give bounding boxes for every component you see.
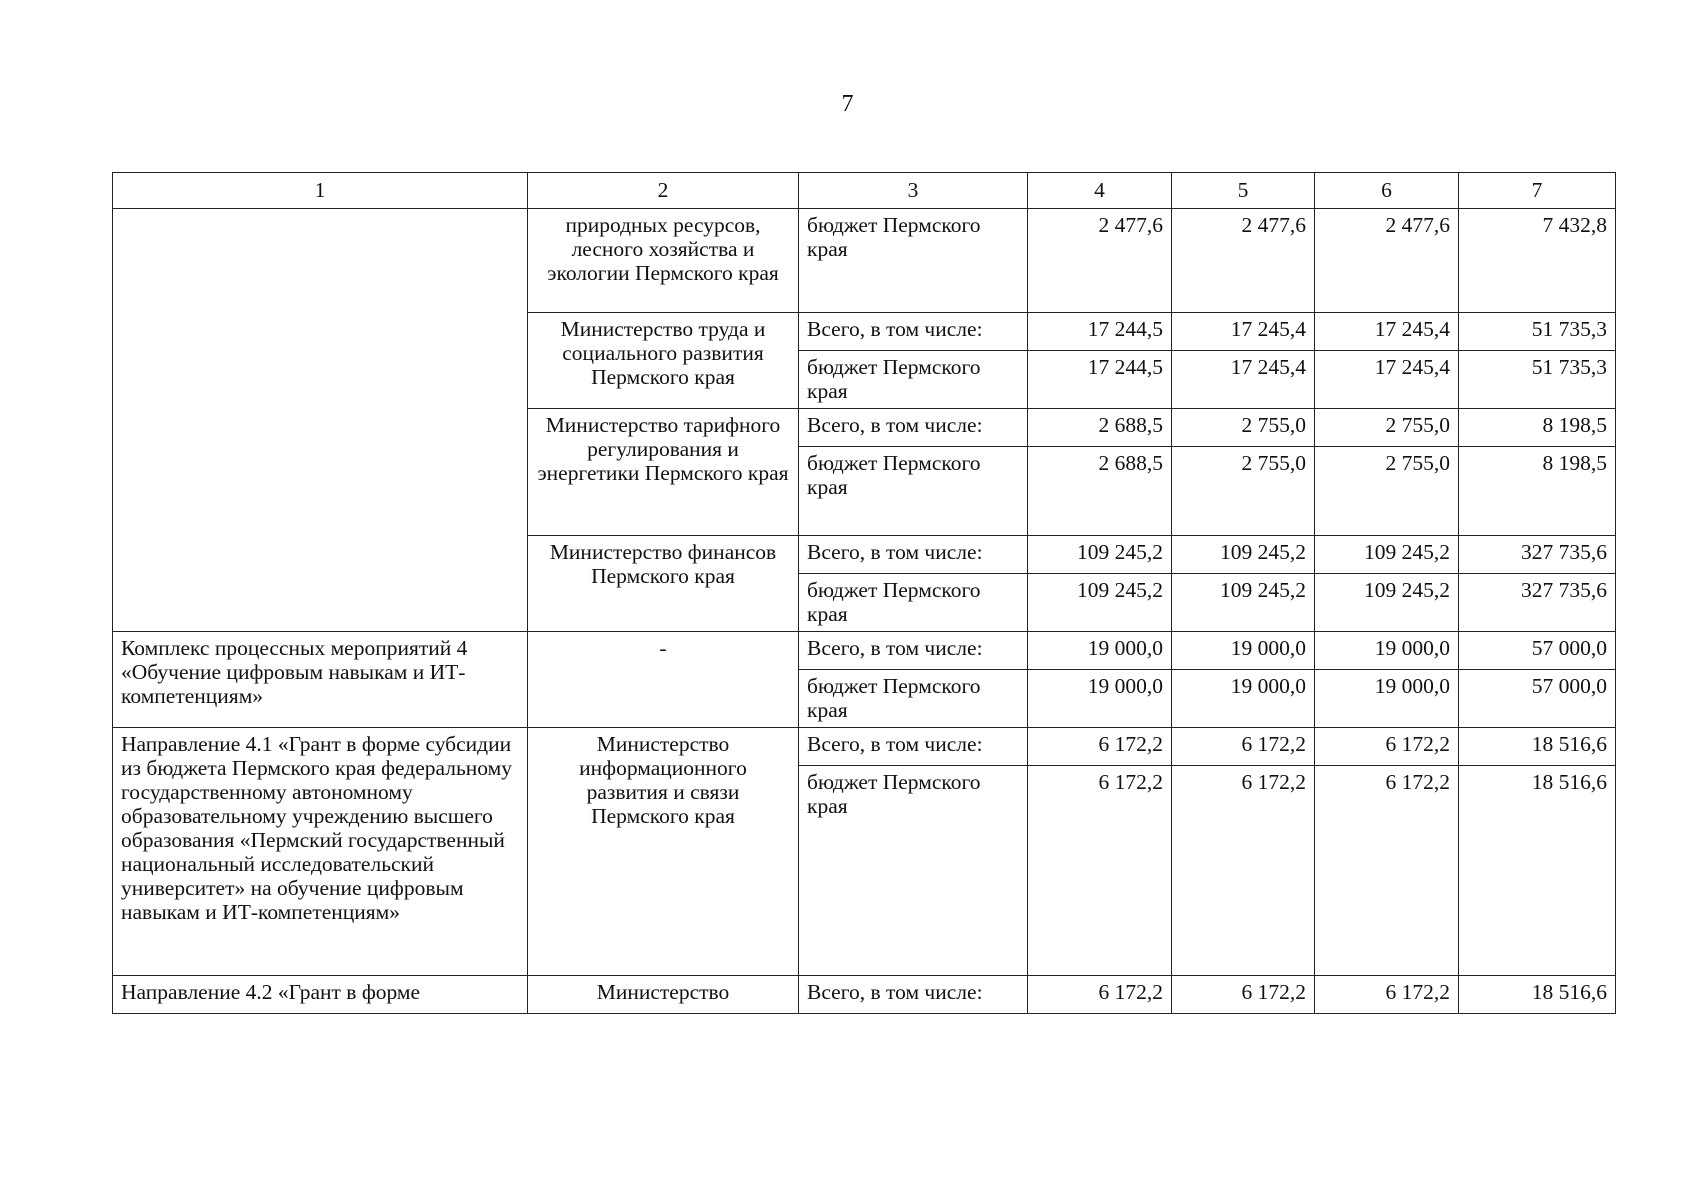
budget-table (112, 172, 1616, 1014)
table-row (113, 632, 1616, 670)
column-header: 7 (1459, 173, 1616, 209)
value-cell: 51 735,3 (1459, 351, 1616, 409)
value-cell: 18 516,6 (1459, 728, 1616, 766)
value-cell: 109 245,2 (1315, 574, 1459, 632)
value-cell: 2 477,6 (1315, 209, 1459, 313)
value-cell: 19 000,0 (1028, 670, 1172, 728)
value-cell: 109 245,2 (1315, 536, 1459, 574)
executor-cell: Министерство информационного развития и связи Пермского края (528, 728, 799, 976)
value-cell: 19 000,0 (1172, 670, 1315, 728)
value-cell: 2 755,0 (1172, 447, 1315, 536)
value-cell: 8 198,5 (1459, 409, 1616, 447)
column-header: 6 (1315, 173, 1459, 209)
table-header-row (113, 173, 1616, 209)
value-cell: 8 198,5 (1459, 447, 1616, 536)
value-cell: 327 735,6 (1459, 536, 1616, 574)
value-cell: 6 172,2 (1172, 728, 1315, 766)
column-header: 5 (1172, 173, 1315, 209)
value-cell: 57 000,0 (1459, 632, 1616, 670)
value-cell: 2 477,6 (1028, 209, 1172, 313)
column-header: 4 (1028, 173, 1172, 209)
source-cell: Всего, в том числе: (799, 976, 1028, 1014)
program-cell: Направление 4.1 «Грант в форме субсидии из бюджета Пермского края федеральному государственному автономному образовательному учреждению высшего образования «Пермский государственный национальный исследовательский университет» на обучение цифровым навыкам и ИТ-компетенциям» (113, 728, 528, 976)
value-cell: 19 000,0 (1315, 670, 1459, 728)
value-cell: 2 688,5 (1028, 447, 1172, 536)
value-cell: 17 244,5 (1028, 313, 1172, 351)
value-cell: 2 755,0 (1315, 447, 1459, 536)
value-cell: 17 245,4 (1172, 313, 1315, 351)
value-cell: 327 735,6 (1459, 574, 1616, 632)
value-cell: 17 245,4 (1315, 313, 1459, 351)
source-cell: бюджет Пермского края (799, 766, 1028, 976)
table-row (113, 728, 1616, 766)
value-cell: 109 245,2 (1028, 536, 1172, 574)
value-cell: 2 477,6 (1172, 209, 1315, 313)
source-cell: бюджет Пермского края (799, 447, 1028, 536)
column-header: 1 (113, 173, 528, 209)
table-row (113, 976, 1616, 1014)
value-cell: 17 244,5 (1028, 351, 1172, 409)
column-header: 2 (528, 173, 799, 209)
value-cell: 6 172,2 (1315, 976, 1459, 1014)
source-cell: Всего, в том числе: (799, 536, 1028, 574)
value-cell: 18 516,6 (1459, 976, 1616, 1014)
value-cell: 57 000,0 (1459, 670, 1616, 728)
value-cell: 109 245,2 (1172, 574, 1315, 632)
source-cell: бюджет Пермского края (799, 209, 1028, 313)
program-cell: Комплекс процессных мероприятий 4 «Обучение цифровым навыкам и ИТ-компетенциям» (113, 632, 528, 728)
value-cell: 6 172,2 (1028, 766, 1172, 976)
value-cell: 6 172,2 (1315, 728, 1459, 766)
value-cell: 51 735,3 (1459, 313, 1616, 351)
value-cell: 6 172,2 (1172, 766, 1315, 976)
value-cell: 2 755,0 (1172, 409, 1315, 447)
value-cell: 6 172,2 (1172, 976, 1315, 1014)
source-cell: Всего, в том числе: (799, 632, 1028, 670)
executor-cell: - (528, 632, 799, 728)
value-cell: 6 172,2 (1315, 766, 1459, 976)
page-number: 7 (841, 91, 854, 117)
value-cell: 19 000,0 (1315, 632, 1459, 670)
value-cell: 17 245,4 (1172, 351, 1315, 409)
value-cell: 19 000,0 (1172, 632, 1315, 670)
value-cell: 109 245,2 (1028, 574, 1172, 632)
value-cell: 7 432,8 (1459, 209, 1616, 313)
executor-cell: Министерство (528, 976, 799, 1014)
source-cell: Всего, в том числе: (799, 409, 1028, 447)
source-cell: бюджет Пермского края (799, 351, 1028, 409)
value-cell: 2 688,5 (1028, 409, 1172, 447)
value-cell: 17 245,4 (1315, 351, 1459, 409)
executor-cell: природных ресурсов, лесного хозяйства и экологии Пермского края (528, 209, 799, 313)
source-cell: Всего, в том числе: (799, 728, 1028, 766)
value-cell: 19 000,0 (1028, 632, 1172, 670)
column-header: 3 (799, 173, 1028, 209)
program-cell (113, 209, 528, 632)
value-cell: 109 245,2 (1172, 536, 1315, 574)
executor-cell: Министерство тарифного регулирования и энергетики Пермского края (528, 409, 799, 536)
executor-cell: Министерство труда и социального развития Пермского края (528, 313, 799, 409)
value-cell: 6 172,2 (1028, 728, 1172, 766)
value-cell: 2 755,0 (1315, 409, 1459, 447)
source-cell: бюджет Пермского края (799, 670, 1028, 728)
program-cell: Направление 4.2 «Грант в форме (113, 976, 528, 1014)
value-cell: 18 516,6 (1459, 766, 1616, 976)
source-cell: бюджет Пермского края (799, 574, 1028, 632)
table-row (113, 209, 1616, 313)
source-cell: Всего, в том числе: (799, 313, 1028, 351)
executor-cell: Министерство финансов Пермского края (528, 536, 799, 632)
value-cell: 6 172,2 (1028, 976, 1172, 1014)
